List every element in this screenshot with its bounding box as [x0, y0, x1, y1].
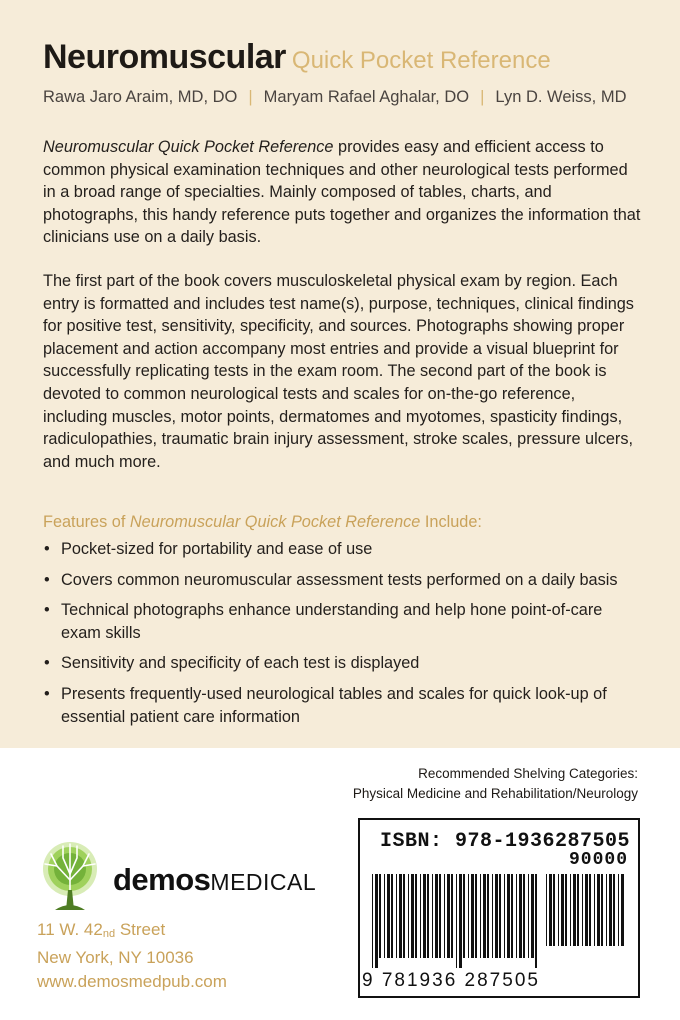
- feature-item: • Covers common neuromuscular assessment tests performed on a daily basis: [43, 569, 643, 592]
- barcode-bar: [561, 874, 564, 946]
- tree-logo-icon: [37, 840, 103, 910]
- barcode-bar: [423, 874, 426, 958]
- feature-item: • Pocket-sized for portability and ease of use: [43, 538, 643, 561]
- barcode-bar: [499, 874, 501, 958]
- barcode-bar: [439, 874, 441, 958]
- barcode-bar: [403, 874, 405, 958]
- shelving-value: Physical Medicine and Rehabilitation/Neurology: [352, 786, 638, 801]
- address-street: Street: [115, 920, 166, 939]
- authors-line: [43, 88, 627, 107]
- barcode-bar: [399, 874, 402, 958]
- barcode-bar: [535, 874, 537, 968]
- barcode-bar: [570, 874, 571, 946]
- barcode-bar: [459, 874, 462, 968]
- barcode-bar: [618, 874, 619, 946]
- barcode-bar: [519, 874, 522, 958]
- title-main: Neuromuscular: [43, 38, 286, 76]
- barcode-bar: [471, 874, 474, 958]
- barcode-bar: [577, 874, 579, 946]
- author-name: Maryam Rafael Aghalar, DO: [263, 88, 470, 106]
- features-heading-prefix: Features of: [43, 513, 130, 531]
- ean-first-digit: 9: [362, 970, 375, 991]
- barcode-bar: [565, 874, 567, 946]
- barcode-bar: [528, 874, 529, 958]
- publisher-website: www.demosmedpub.com: [37, 972, 227, 991]
- features-list: [43, 538, 643, 736]
- barcode-bar: [504, 874, 505, 958]
- barcode-bar: [375, 874, 378, 968]
- address-line-2: New York, NY 10036: [37, 948, 194, 967]
- barcode-bar: [601, 874, 603, 946]
- brand-medical: MEDICAL: [210, 869, 317, 895]
- barcode-bar: [609, 874, 612, 946]
- features-heading: [43, 513, 482, 532]
- barcode-bar: [408, 874, 409, 958]
- author-name: Lyn D. Weiss, MD: [495, 88, 627, 106]
- barcode-bar: [475, 874, 477, 958]
- barcode-bar: [613, 874, 615, 946]
- barcode-bar: [606, 874, 607, 946]
- barcode-bar: [480, 874, 481, 958]
- barcode-bar: [463, 874, 465, 958]
- barcode-bar: [379, 874, 381, 958]
- title-subtitle: Quick Pocket Reference: [291, 47, 551, 74]
- barcode-bar: [558, 874, 559, 946]
- barcode-bar: [582, 874, 583, 946]
- feature-item: • Technical photographs enhance understanding and help hone point-of-care exam skills: [43, 599, 643, 644]
- description-paragraph-1: [43, 136, 643, 249]
- addon-barcode-bars: [546, 874, 628, 968]
- barcode-bar: [597, 874, 600, 946]
- barcode-bar: [585, 874, 588, 946]
- barcode-bar: [444, 874, 445, 958]
- author-separator: |: [248, 88, 253, 106]
- paragraph-text: provides easy and efficient access to common physical examination techniques and other neurological tests performed in a broad range of specialties. Mainly composed of tables, charts, and photographs, this handy reference puts together and organizes the information that clinicians use on a daily basis.: [43, 138, 641, 247]
- barcode-bar: [511, 874, 513, 958]
- author-separator: |: [480, 88, 485, 106]
- barcode-bar: [387, 874, 390, 958]
- book-title-italic: Neuromuscular Quick Pocket Reference: [43, 138, 334, 156]
- ean-barcode-bars: [372, 874, 542, 968]
- barcode-bar: [384, 874, 385, 958]
- barcode-bar: [549, 874, 552, 946]
- barcode-bar: [495, 874, 498, 958]
- barcode-bar: [507, 874, 510, 958]
- barcode-bar: [451, 874, 453, 958]
- ean-right-digits: 287505: [464, 970, 540, 991]
- price-code: 90000: [569, 850, 629, 870]
- publisher-logo-text: [113, 862, 316, 898]
- barcode-bar: [396, 874, 397, 958]
- address-ordinal: nd: [102, 928, 116, 940]
- barcode-bar: [483, 874, 486, 958]
- brand-bold: demos: [113, 862, 211, 897]
- author-name: Rawa Jaro Araim, MD, DO: [43, 88, 238, 106]
- shelving-label: Recommended Shelving Categories:: [418, 766, 638, 781]
- publisher-address: [37, 918, 227, 994]
- feature-item: • Sensitivity and specificity of each test is displayed: [43, 652, 643, 675]
- ean-left-digits: 781936: [381, 970, 458, 991]
- barcode-bar: [487, 874, 489, 958]
- address-street-number: 11 W. 42: [37, 920, 103, 939]
- barcode-bar: [492, 874, 493, 958]
- isbn-number: ISBN: 978-1936287505: [380, 830, 631, 853]
- barcode-bar: [420, 874, 421, 958]
- barcode-bar: [573, 874, 576, 946]
- features-heading-suffix: Include:: [420, 513, 482, 531]
- barcode-bar: [594, 874, 595, 946]
- barcode-bar: [435, 874, 438, 958]
- book-title: [43, 38, 551, 77]
- isbn-barcode: [358, 818, 640, 998]
- barcode-bar: [546, 874, 547, 946]
- features-heading-title: Neuromuscular Quick Pocket Reference: [129, 513, 421, 531]
- ean-digits: [362, 970, 540, 992]
- barcode-bar: [411, 874, 414, 958]
- address-line-1: [37, 918, 227, 946]
- barcode-bar: [415, 874, 417, 958]
- barcode-bar: [372, 874, 373, 968]
- description-paragraph-2: The first part of the book covers musculoskeletal physical exam by region. Each entry is formatted and includes test name(s), purpose, techniques, clinical findings for positive test, sensitivity, specificity, and sources. Photographs showing proper placement and action accompany most entries and provide a visual blueprint for successfully replicating tests in the exam room. The second part of the book is devoted to common neurological tests and scales for on-the-go reference, including muscles, motor points, dermatomes and myotomes, spasticity findings, radiculopathies, traumatic brain injury assessment, stroke scales, pressure ulcers, and much more.: [43, 272, 634, 471]
- barcode-bar: [553, 874, 555, 946]
- barcode-bar: [427, 874, 429, 958]
- barcode-bar: [432, 874, 433, 958]
- barcode-bar: [516, 874, 517, 958]
- shelving-categories: [353, 764, 638, 804]
- barcode-bar: [447, 874, 450, 958]
- barcode-bar: [456, 874, 457, 968]
- barcode-bar: [468, 874, 469, 958]
- feature-item: • Presents frequently-used neurological tables and scales for quick look-up of essential patient care information: [43, 683, 643, 728]
- barcode-bar: [531, 874, 534, 958]
- barcode-bar: [391, 874, 393, 958]
- barcode-bar: [523, 874, 525, 958]
- barcode-bar: [589, 874, 591, 946]
- barcode-bar: [621, 874, 624, 946]
